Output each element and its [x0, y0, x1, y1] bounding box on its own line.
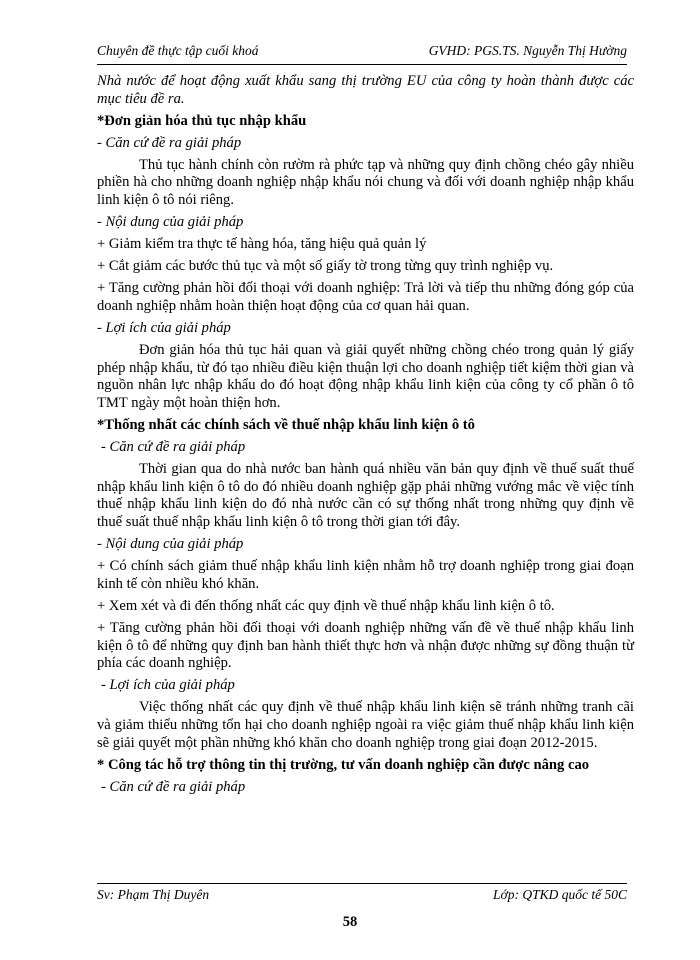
subheading-benefit-2: - Lợi ích của giải pháp [101, 677, 235, 694]
document-body [97, 73, 634, 796]
section-heading-simplify-procedures: *Đơn giản hóa thủ tục nhập khẩu [97, 112, 307, 129]
footer-student-name: Sv: Phạm Thị Duyên [97, 887, 210, 902]
bullet-1-3: + Tăng cường phản hồi đối thoại với doanh nghiệp: Trả lời và tiếp thu những đóng góp của doanh nghiệp nhằm hoàn thiện hoạt động của cơ quan hải quan. [97, 280, 634, 315]
subheading-basis-1: - Căn cứ đề ra giải pháp [97, 134, 242, 151]
subheading-content-1: - Nội dung của giải pháp [97, 214, 244, 231]
section-heading-market-info-support: * Công tác hỗ trợ thông tin thị trường, tư vấn doanh nghiệp cần được nâng cao [97, 756, 590, 773]
page-footer [97, 883, 627, 906]
paragraph-benefit-2: Việc thống nhất các quy định về thuế nhập khẩu linh kiện sẽ tránh những tranh cãi và giảm thiểu những tổn hại cho doanh nghiệp ngoài ra việc giảm thuế nhập khẩu linh kiện sẽ giải quyết một phần những khó khăn cho doanh nghiệp trong giai đoạn 2012-2015. [97, 699, 634, 751]
bullet-2-3: + Tăng cường phản hồi đối thoại với doanh nghiệp những vấn đề về thuế nhập khẩu linh kiện ô tô để những quy định ban hành thiết thực hơn và nhận được những sự đồng thuận từ phía các doanh nghiệp. [97, 620, 634, 672]
section-heading-unify-tax-policy: *Thống nhất các chính sách về thuế nhập khẩu linh kiện ô tô [97, 417, 475, 434]
subheading-content-2: - Nội dung của giải pháp [97, 536, 244, 553]
subheading-basis-2: - Căn cứ đề ra giải pháp [101, 439, 246, 456]
subheading-benefit-1: - Lợi ích của giải pháp [97, 320, 231, 337]
paragraph-basis-2: Thời gian qua do nhà nước ban hành quá nhiều văn bản quy định về thuế suất thuế nhập khẩu linh kiện ô tô do đó nhiều doanh nghiệp gặp phải những vướng mắc về việc tính thuế nhập khẩu linh kiện do đó nhà nước cần có sự thống nhất trong những quy định về thuế suất thuế nhập khẩu linh kiện ô tô trong thời gian tới đây. [97, 461, 634, 531]
page-header [97, 40, 627, 65]
bullet-1-2: + Cắt giảm các bước thủ tục và một số giấy tờ trong từng quy trình nghiệp vụ. [97, 258, 554, 275]
subheading-basis-3: - Căn cứ đề ra giải pháp [101, 778, 246, 795]
page-number: 58 [342, 914, 358, 930]
bullet-2-2: + Xem xét và đi đến thống nhất các quy định về thuế nhập khẩu linh kiện ô tô. [97, 597, 555, 614]
bullet-1-1: + Giảm kiểm tra thực tế hàng hóa, tăng hiệu quả quản lý [97, 236, 427, 253]
footer-class: Lớp: QTKD quốc tế 50C [493, 887, 627, 902]
paragraph-benefit-1: Đơn giản hóa thủ tục hải quan và giải quyết những chồng chéo trong quản lý giấy phép nhập khẩu, từ đó tạo nhiều điều kiện thuận lợi cho doanh nghiệp tiết kiệm thời gian và nguồn nhân lực nhập khẩu do đó hoạt động nhập khẩu linh kiện của công ty cổ phần ô tô TMT ngày một hoàn thiện hơn. [97, 342, 634, 411]
intro-paragraph: Nhà nước để hoạt động xuất khẩu sang thị trường EU của công ty hoàn thành được các mục tiêu đề ra. [97, 73, 634, 107]
bullet-2-1: + Có chính sách giảm thuế nhập khẩu linh kiện nhằm hỗ trợ doanh nghiệp trong giai đoạn kinh tế còn nhiều khó khăn. [97, 558, 634, 592]
header-course-title: Chuyên đề thực tập cuối khoá [97, 43, 259, 58]
paragraph-basis-1: Thủ tục hành chính còn rườm rà phức tạp và những quy định chồng chéo gây nhiều phiền hà cho những doanh nghiệp nhập khẩu nói chung và đối với doanh nghiệp nhập khẩu linh kiện ô tô nói riêng. [97, 156, 634, 209]
header-supervisor: GVHD: PGS.TS. Nguyễn Thị Hường [428, 43, 627, 58]
